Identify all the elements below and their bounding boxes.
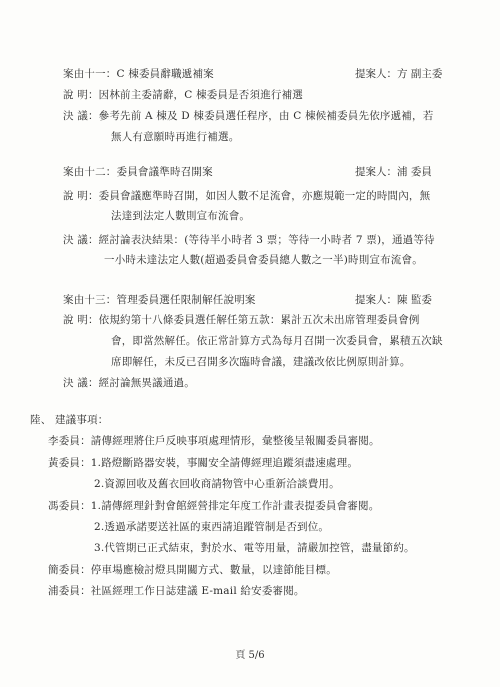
suggestion-item: 黃委員：1.路燈斷路器安裝，事關安全請傳經理追蹤須盡速處理。 — [48, 457, 359, 469]
motion-11-resolution-line-1: 決 議：參考先前 A 棟及 D 棟委員選任程序，由 C 棟候補委員先依序遞補，若 — [63, 110, 434, 122]
motion-12-proposer: 提案人：浦 委員 — [355, 166, 432, 178]
suggestion-item: 2.資源回收及舊衣回收商請物管中心重新洽談費用。 — [94, 478, 340, 490]
motion-13-explain-line-2: 會，即當然解任。依正常計算方式為每月召開一次委員會，累積五次缺 — [111, 335, 443, 347]
motion-13-explain-line-3: 席即解任，未反已召開多次臨時會議，建議改依比例原則計算。 — [111, 356, 411, 368]
motion-13-explain-line-1: 說 明：依規約第十八條委員選任解任第五款：累計五次未出席管理委員會例 — [63, 314, 420, 326]
motion-13-proposer: 提案人：陳 監委 — [355, 294, 432, 306]
page-number: 頁 5/6 — [235, 650, 265, 661]
suggestion-item: 2.透過承諾要送社區的東西請追蹤管制是否到位。 — [94, 521, 330, 533]
motion-11-explain: 說 明：因林前主委請辭，C 棟委員是否須進行補選 — [63, 89, 304, 101]
motion-13-resolution: 決 議：經討論無異議通過。 — [63, 377, 195, 389]
motion-12-resolution-line-1: 決 議：經討論表決結果：(等待半小時者 3 票；等待一小時者 7 票)，通過等待 — [63, 234, 435, 246]
suggestion-item: 馮委員：1.請傳經理針對會館經營排定年度工作計畫表提委員會審閱。 — [48, 500, 380, 512]
section-6-heading: 陸、 建議事項： — [30, 414, 109, 426]
motion-12-resolution-line-2: 一小時未達法定人數(超過委員會委員總人數之一半)時則宣布流會。 — [104, 254, 423, 266]
suggestion-item: 3.代管期已正式結束，對於水、電等用量，請嚴加控管，盡量節約。 — [94, 542, 415, 554]
suggestion-item: 浦委員：社區經理工作日誌建議 E-mail 給安委審閱。 — [48, 585, 305, 597]
motion-13-title: 案由十三：管理委員選任限制解任說明案 — [63, 294, 256, 306]
motion-11-proposer: 提案人：方 副主委 — [355, 68, 443, 80]
motion-12-explain-line-1: 說 明：委員會議應準時召開，如因人數不足流會，亦應規範一定的時間內，無 — [63, 190, 431, 202]
motion-12-title: 案由十二：委員會議準時召開案 — [63, 166, 213, 178]
motion-11-resolution-line-2: 無人有意願時再進行補選。 — [111, 131, 240, 143]
suggestion-item: 簡委員：停車場應檢討燈具開關方式、數量，以達節能目標。 — [48, 564, 337, 576]
motion-12-explain-line-2: 法達到法定人數則宣布流會。 — [111, 210, 251, 222]
suggestion-item: 李委員：請傳經理將住戶反映事項處理情形，彙整後呈報關委員審閱。 — [48, 435, 380, 447]
motion-11-title: 案由十一：C 棟委員辭職遞補案 — [63, 68, 214, 80]
